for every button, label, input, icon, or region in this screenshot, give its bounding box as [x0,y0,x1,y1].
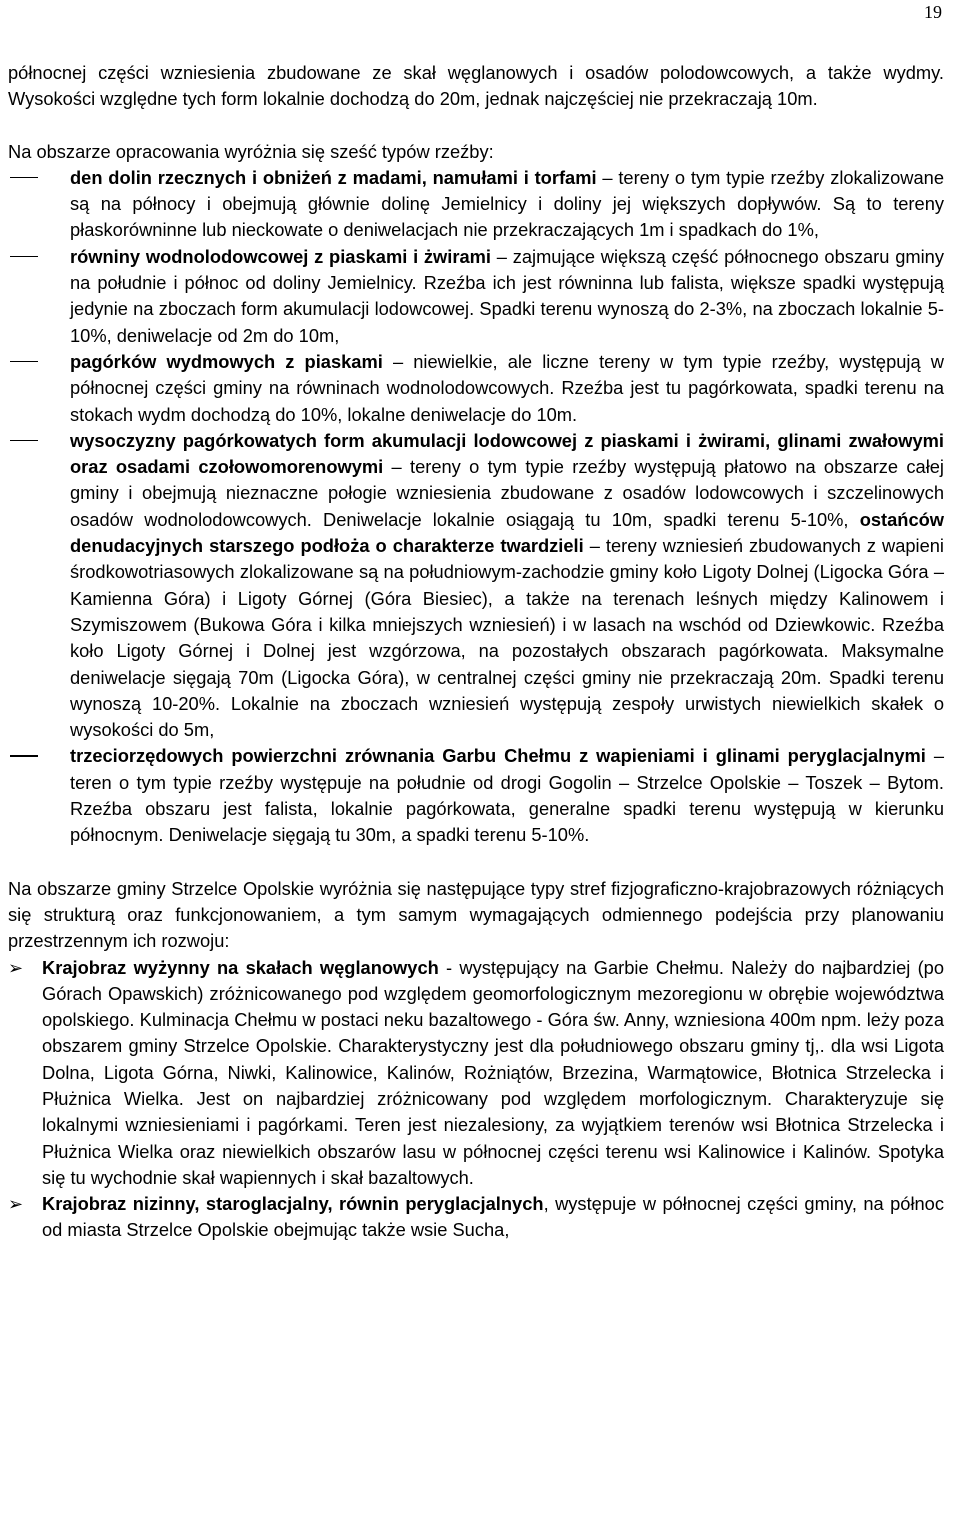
relief-type-name: ostańców denudacyjnych starszego podłoża o charakterze twardzieli [70,508,944,557]
relief-type-name: równiny wodnolodowcowej z piaskami i żwirami [70,245,491,267]
landscape-name: Krajobraz nizinny, staroglacjalny, równin peryglacjalnych [42,1193,544,1215]
landscape-description: - występujący na Garbie Chełmu. Należy do najbardziej (po Górach Opawskich) zróżnicowanego pod względem geomorfologicznym mezoregionu w obrębie województwa opolskiego. Kulminacja Chełmu w postaci neku bazaltowego - Góra św. Anny, wzniesiona 400m npm. leży poza obszarem gminy Strzelce Opolskie. Charakterystyczny jest dla południowego obszaru gminy tj,. dla wsi Ligota Dolna, Ligota Górna, Niwki, Kalinowice, Kalinów, Rożniątów, Brzezina, Warmątowice, Błotnica Strzelecka i Płużnica Wielka. Jest on najbardziej zróżnicowany pod względem morfologicznym. Charakteryzuje się lokalnymi wzniesieniami i pagórkami. Teren jest niezalesiony, za wyjątkiem terenów wsi Błotnica Strzelecka i Płużnica Wielka oraz niewielkich obszarów lasu w północnej części terenu wsi Kalinowice i Kalinów. Spotyka się tu wychodnie skał wapiennych i skał bazaltowych. [42,956,944,1188]
relief-type-name: pagórków wydmowych z piaskami [70,350,383,372]
relief-type-description: – teren o tym typie rzeźby występuje na południe od drogi Gogolin – Strzelce Opolskie – Toszek – Bytom. Rzeźba obszaru jest falista, lokalnie pagórkowata, generalne spadki terenu występują w kierunku północnym. Deniwelacje sięgają tu 30m, a spadki terenu 5-10%. [70,745,944,846]
relief-type-item [8,743,944,848]
document-body [8,60,944,1244]
relief-type-description: – niewielkie, ale liczne tereny w tym typie rzeźby, występują w północnej części gminy na równinach wodnolodowcowych. Rzeźba jest tu pagórkowata, spadki terenu na stokach wydm dochodzą do 10%, lokalne deniwelacje do 10m. [70,350,944,425]
relief-type-description: – tereny wzniesień zbudowanych z wapieni środkowotriasowych zlokalizowane są na południowym-zachodzie gminy koło Ligoty Dolnej (Ligocka Góra – Kamienna Góra) i Ligoty Górnej (Góra Biesiec), a także na terenach leśnych między Kalinowem i Szymiszowem (Bukowa Góra i kilka mniejszych wzniesień) i w lasach na wschód od Dziewkowic. Rzeźba koło Ligoty Górnej i Dolnej jest wzgórzowa, na pozostałych obszarach pagórkowata. Maksymalne deniwelacje sięgają 70m (Ligocka Góra), w centralnej części gminy nie przekraczają 20m. Spadki terenu wynoszą 10-20%. Lokalnie na zboczach wzniesień występują zespoły urwistych niewielkich skałek o wysokości do 5m, [70,535,944,741]
dash-bullet-icon [10,440,38,441]
relief-types-list [8,165,944,849]
relief-type-item [8,165,944,244]
intro-continuation: północnej części wzniesienia zbudowane ze skał węglanowych i osadów polodowcowych, a także wydmy. Wysokości względne tych form lokalnie dochodzą do 20m, jednak najczęściej nie przekraczają 10m. [8,62,944,110]
arrow-bullet-icon: ➢ [8,1194,24,1215]
landscape-list [8,955,944,1244]
page-number: 19 [924,2,942,22]
landscape-lead: Na obszarze gminy Strzelce Opolskie wyróżnia się następujące typy stref fizjograficzno-krajobrazowych różniących się strukturą oraz funkcjonowaniem, a tym samym wymagających odmiennego podejścia przy planowaniu przestrzennym ich rozwoju: [8,877,944,952]
relief-type-item [8,428,944,744]
relief-type-description: – zajmujące większą część północnego obszaru gminy na południe i północ od doliny Jemielnicy. Rzeźba ich jest równinna lub falista, większe spadki występują jedynie na zboczach form akumulacji lodowcowej. Spadki terenu wynoszą do 2-3%, na zboczach lokalnie 5-10%, deniwelacje od 2m do 10m, [70,245,944,346]
relief-type-name: trzeciorzędowych powierzchni zrównania Garbu Chełmu z wapieniami i glinami peryglacjalnymi [70,745,926,767]
landscape-item [8,1191,944,1244]
landscape-description: , występuje w północnej części gminy, na północ od miasta Strzelce Opolskie obejmując także wsie Sucha, [42,1193,944,1241]
arrow-bullet-icon: ➢ [8,957,24,978]
relief-type-name: wysoczyzny pagórkowatych form akumulacji lodowcowej z piaskami i żwirami, glinami zwałowymi oraz osadami czołowomorenowymi [70,429,944,478]
relief-types-lead: Na obszarze opracowania wyróżnia się sześć typów rzeźby: [8,140,494,162]
landscape-name: Krajobraz wyżynny na skałach węglanowych [42,956,439,978]
dash-bullet-icon [10,755,38,756]
relief-type-item [8,349,944,428]
relief-type-name: den dolin rzecznych i obniżeń z madami, namułami i torfami [70,166,597,188]
relief-type-description: – tereny o tym typie rzeźby występują płatowo na obszarze całej gminy i obejmują nieznaczne połogie wzniesienia zbudowane z osadów lodowcowych i szczelinowych osadów wodnolodowcowych. Deniwelacje lokalnie osiągają tu 10m, spadki terenu 5-10%, [70,456,944,530]
dash-bullet-icon [10,177,38,178]
landscape-item [8,955,944,1192]
relief-type-item [8,244,944,349]
dash-bullet-icon [10,256,38,257]
dash-bullet-icon [10,361,38,362]
relief-type-description: – tereny o tym typie rzeźby zlokalizowane są na północy i obejmują głównie dolinę Jemielnicy i doliny jej większych dopływów. Są to tereny płaskorówninne lub nieckowate o deniwelacjach nie przekraczających 1m i spadkach do 1%, [70,166,945,241]
